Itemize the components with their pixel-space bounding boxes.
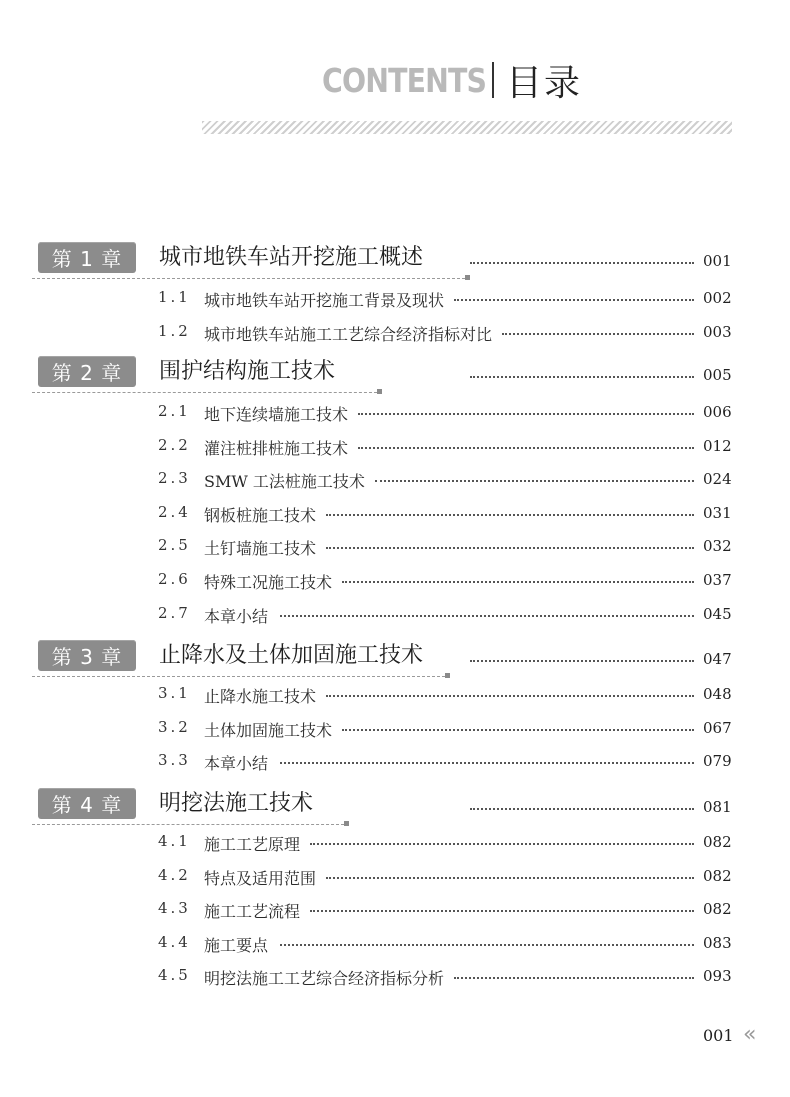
chapter-title: 城市地铁车站开挖施工概述 — [159, 245, 424, 270]
section-entry[interactable] — [0, 832, 790, 856]
section-page-number: 003 — [703, 322, 732, 341]
dot-leader — [454, 977, 694, 979]
section-number: 4.1 — [158, 832, 191, 850]
section-title: 特点及适用范围 — [204, 868, 317, 888]
section-number: 2.4 — [158, 502, 191, 521]
dot-leader — [326, 877, 694, 879]
section-number: 4.4 — [158, 932, 191, 951]
section-entry[interactable] — [0, 436, 790, 460]
section-page-number: 082 — [703, 833, 732, 851]
chapter-dashed-rule — [32, 278, 465, 279]
section-entry[interactable] — [0, 536, 790, 560]
page-number: 001 — [703, 1026, 734, 1045]
section-page-number: 048 — [703, 685, 732, 703]
section-number: 3.2 — [158, 717, 191, 736]
section-entry[interactable] — [0, 288, 790, 312]
section-page-number: 031 — [703, 503, 732, 522]
section-page-number: 002 — [703, 289, 732, 307]
chapter-badge: 第 3 章 — [38, 640, 136, 671]
chapter-title: 围护结构施工技术 — [159, 359, 336, 384]
section-title: 土体加固施工技术 — [204, 720, 333, 740]
section-entry[interactable] — [0, 503, 790, 527]
section-number: 3.3 — [158, 751, 191, 770]
section-page-number: 006 — [703, 403, 732, 421]
section-title: 施工工艺流程 — [204, 902, 301, 922]
section-entry[interactable] — [0, 684, 790, 708]
dot-leader — [358, 413, 694, 415]
section-page-number: 082 — [703, 866, 732, 885]
section-number: 4.2 — [158, 865, 191, 884]
section-title: 城市地铁车站施工工艺综合经济指标对比 — [204, 324, 493, 344]
section-number: 4.5 — [158, 966, 191, 985]
section-number: 1.2 — [158, 321, 191, 340]
dot-leader — [470, 808, 694, 810]
section-entry[interactable] — [0, 751, 790, 775]
section-title: 特殊工况施工技术 — [204, 573, 333, 592]
dot-leader — [470, 376, 694, 378]
section-title: 土钉墙施工技术 — [204, 539, 317, 559]
dot-leader — [342, 729, 694, 731]
dot-leader — [358, 447, 694, 449]
section-number: 3.1 — [158, 684, 191, 702]
section-entry[interactable] — [0, 469, 790, 493]
chapter-entry[interactable] — [0, 242, 790, 282]
section-page-number: 083 — [703, 933, 732, 952]
section-page-number: 037 — [703, 571, 732, 589]
section-title: 钢板桩施工技术 — [204, 505, 317, 525]
chapter-entry[interactable] — [0, 640, 790, 680]
chapter-page-number: 047 — [703, 650, 732, 668]
dot-leader — [310, 910, 694, 912]
dot-leader — [280, 762, 694, 764]
section-number: 2.7 — [158, 603, 191, 622]
dot-leader — [280, 615, 694, 617]
dot-leader — [375, 480, 694, 482]
section-page-number: 079 — [703, 752, 732, 771]
section-title: 本章小结 — [204, 606, 269, 626]
section-title: 灌注桩排桩施工技术 — [204, 438, 349, 458]
section-title: SMW 工法桩施工技术 — [204, 472, 365, 492]
section-title: 地下连续墙施工技术 — [204, 405, 349, 424]
section-title: 明挖法施工工艺综合经济指标分析 — [204, 969, 445, 989]
chapter-entry[interactable] — [0, 788, 790, 828]
chapter-title: 明挖法施工技术 — [159, 791, 314, 816]
section-title: 施工要点 — [204, 935, 269, 955]
double-chevron-left-icon: « — [743, 1022, 757, 1047]
section-entry[interactable] — [0, 604, 790, 628]
section-page-number: 032 — [703, 537, 732, 556]
section-title: 施工工艺原理 — [204, 835, 301, 854]
contents-heading: CONTENTS — [322, 60, 487, 100]
section-entry[interactable] — [0, 966, 790, 990]
chapter-badge: 第 2 章 — [38, 356, 136, 387]
dot-leader — [310, 843, 694, 845]
chapter-badge: 第 1 章 — [38, 242, 136, 273]
section-number: 2.5 — [158, 536, 191, 555]
dot-leader — [326, 547, 694, 549]
section-page-number: 093 — [703, 967, 732, 986]
section-entry[interactable] — [0, 718, 790, 742]
section-title: 本章小结 — [204, 754, 269, 774]
section-number: 2.3 — [158, 469, 191, 488]
section-entry[interactable] — [0, 899, 790, 923]
chapter-badge: 第 4 章 — [38, 788, 136, 819]
dot-leader — [502, 333, 694, 335]
section-entry[interactable] — [0, 570, 790, 594]
section-number: 2.1 — [158, 402, 191, 420]
dot-leader — [470, 660, 694, 662]
section-page-number: 067 — [703, 718, 732, 737]
dot-leader — [454, 299, 694, 301]
section-title: 止降水施工技术 — [204, 687, 317, 706]
section-number: 1.1 — [158, 288, 191, 306]
dot-leader — [326, 514, 694, 516]
section-page-number: 045 — [703, 604, 732, 623]
section-title: 城市地铁车站开挖施工背景及现状 — [204, 291, 445, 310]
chapter-dashed-rule — [32, 392, 377, 393]
dot-leader — [342, 581, 694, 583]
dot-leader — [326, 695, 694, 697]
section-number: 2.2 — [158, 435, 191, 454]
section-number: 4.3 — [158, 899, 191, 918]
section-entry[interactable] — [0, 322, 790, 346]
section-page-number: 012 — [703, 436, 732, 455]
section-entry[interactable] — [0, 402, 790, 426]
chapter-title: 止降水及土体加固施工技术 — [159, 643, 424, 668]
dot-leader — [280, 944, 694, 946]
section-entry[interactable] — [0, 933, 790, 957]
dot-leader — [470, 262, 694, 264]
chapter-page-number: 001 — [703, 252, 732, 270]
chapter-dashed-rule — [32, 676, 445, 677]
chapter-entry[interactable] — [0, 356, 790, 396]
section-entry[interactable] — [0, 866, 790, 890]
toc-title: 目录 — [506, 62, 583, 104]
chapter-page-number: 081 — [703, 798, 732, 816]
section-number: 2.6 — [158, 570, 191, 588]
chapter-page-number: 005 — [703, 366, 732, 384]
section-page-number: 082 — [703, 900, 732, 919]
chapter-dashed-rule — [32, 824, 344, 825]
section-page-number: 024 — [703, 470, 732, 489]
